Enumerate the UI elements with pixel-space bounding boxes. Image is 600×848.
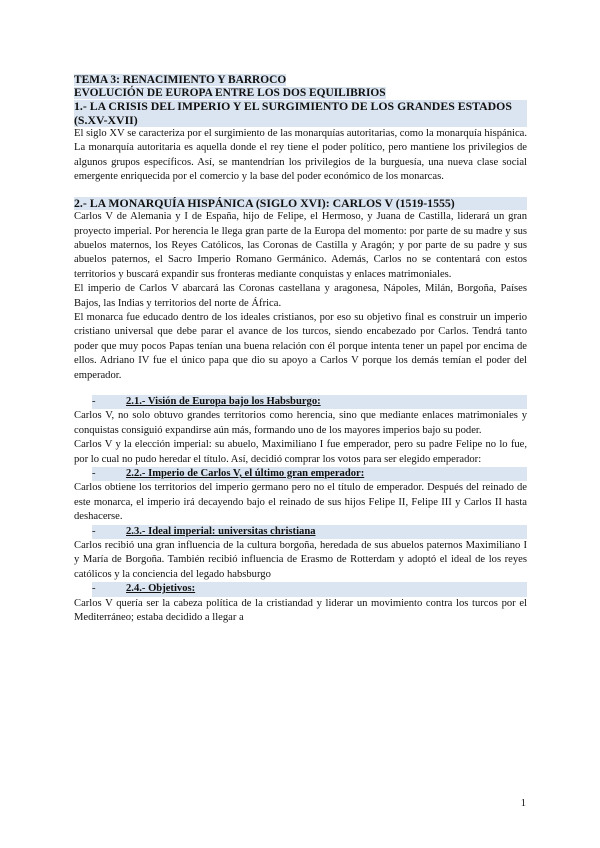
section-2-paragraph: El monarca fue educado dentro de los ideales cristianos, por eso su objetivo final es construir un imperio cristiano universal que debe parar el avance de los turcos, siendo encabezado por Carlos. Tendrá tanto poder que muy pocos Papas tenían una buena relación con él porque intenta tener un papel por encima de ellos. Adriano IV fue el único papa que dio su apoyo a Carlos V porque los demás temían el poder del emperador. bbox=[74, 311, 527, 381]
subsection-2-3-heading: - 2.3.- Ideal imperial: universitas christiana bbox=[92, 525, 527, 539]
section-1-paragraph: El siglo XV se caracteriza por el surgimiento de las monarquías autoritarias, como la monarquía hispánica. La monarquía autoritaria es aquella donde el rey tiene el poder político, pero mantiene los privilegios de algunos grupos específicos. Así, se mantendrían los privilegios de la burguesía, una nueva clase social emergente enriquecida por el comercio y la base del poder económico de los monarcas. bbox=[74, 128, 527, 183]
section-2-paragraph: El imperio de Carlos V abarcará las Coronas castellana y aragonesa, Nápoles, Milán, Borgoña, Países Bajos, las Indias y territorios del norte de África. bbox=[74, 283, 527, 309]
subsection-paragraph: Carlos V quería ser la cabeza política de la cristiandad y liderar un movimiento contra los turcos por el Mediterráneo; estaba decidido a llegar a bbox=[74, 597, 527, 624]
section-2-heading: 2.- LA MONARQUÍA HISPÁNICA (SIGLO XVI): CARLOS V (1519-1555) bbox=[74, 197, 527, 211]
subsection-2-4-heading: - 2.4.- Objetivos: bbox=[92, 582, 527, 596]
section-1-heading: 1.- LA CRISIS DEL IMPERIO Y EL SURGIMIENTO DE LOS GRANDES ESTADOS (S.XV-XVII) bbox=[74, 100, 527, 127]
subsection-paragraph: Carlos V, no solo obtuvo grandes territorios como herencia, sino que mediante enlaces matrimoniales y conquistas consiguió expandirse aún más, formando uno de los mayores imperios bajo su poder. bbox=[74, 410, 527, 436]
document-page bbox=[74, 74, 527, 626]
topic-title: TEMA 3: RENACIMIENTO Y BARROCO bbox=[74, 74, 287, 86]
subsection-2-2-heading: - 2.2.- Imperio de Carlos V, el último gran emperador: bbox=[92, 467, 527, 481]
subsection-2-1-heading: - 2.1.- Visión de Europa bajo los Habsburgo: bbox=[92, 395, 527, 409]
page-number: 1 bbox=[520, 798, 526, 809]
section-2-paragraph: Carlos V de Alemania y I de España, hijo de Felipe, el Hermoso, y Juana de Castilla, liderará un gran proyecto imperial. Por herencia le llega gran parte de la Europa del momento: por parte de su madre y sus abuelos maternos, los Reyes Católicos, las Coronas de Castilla y Aragón; y por parte de su padre y sus abuelos paternos, el Sacro Imperio Romano Germánico. Además, Carlos no se contentará con estos territorios y buscará expandir sus fronteras mediante conquistas y enlaces matrimoniales. bbox=[74, 211, 527, 280]
subsection-paragraph: Carlos V y la elección imperial: su abuelo, Maximiliano I fue emperador, pero su padre Felipe no lo fue, por lo cual no pudo heredar el título. Así, decidió comprar los votos para ser elegido emperador: bbox=[74, 439, 527, 465]
document-subtitle: EVOLUCIÓN DE EUROPA ENTRE LOS DOS EQUILIBRIOS bbox=[74, 87, 386, 99]
subsection-paragraph: Carlos obtiene los territorios del imperio germano pero no el título de emperador. Después del reinado de este monarca, el imperio irá decayendo bajo el reinado de sus hijos Felipe II, Felipe III y Carlos II hasta deshacerse. bbox=[74, 482, 527, 523]
subsection-paragraph: Carlos recibió una gran influencia de la cultura borgoña, heredada de sus abuelos paternos Maximiliano I y María de Borgoña. También recibió influencia de Erasmo de Rotterdam y adoptó el ideal de los reyes católicos y la conciencia del legado habsburgo bbox=[74, 540, 527, 580]
